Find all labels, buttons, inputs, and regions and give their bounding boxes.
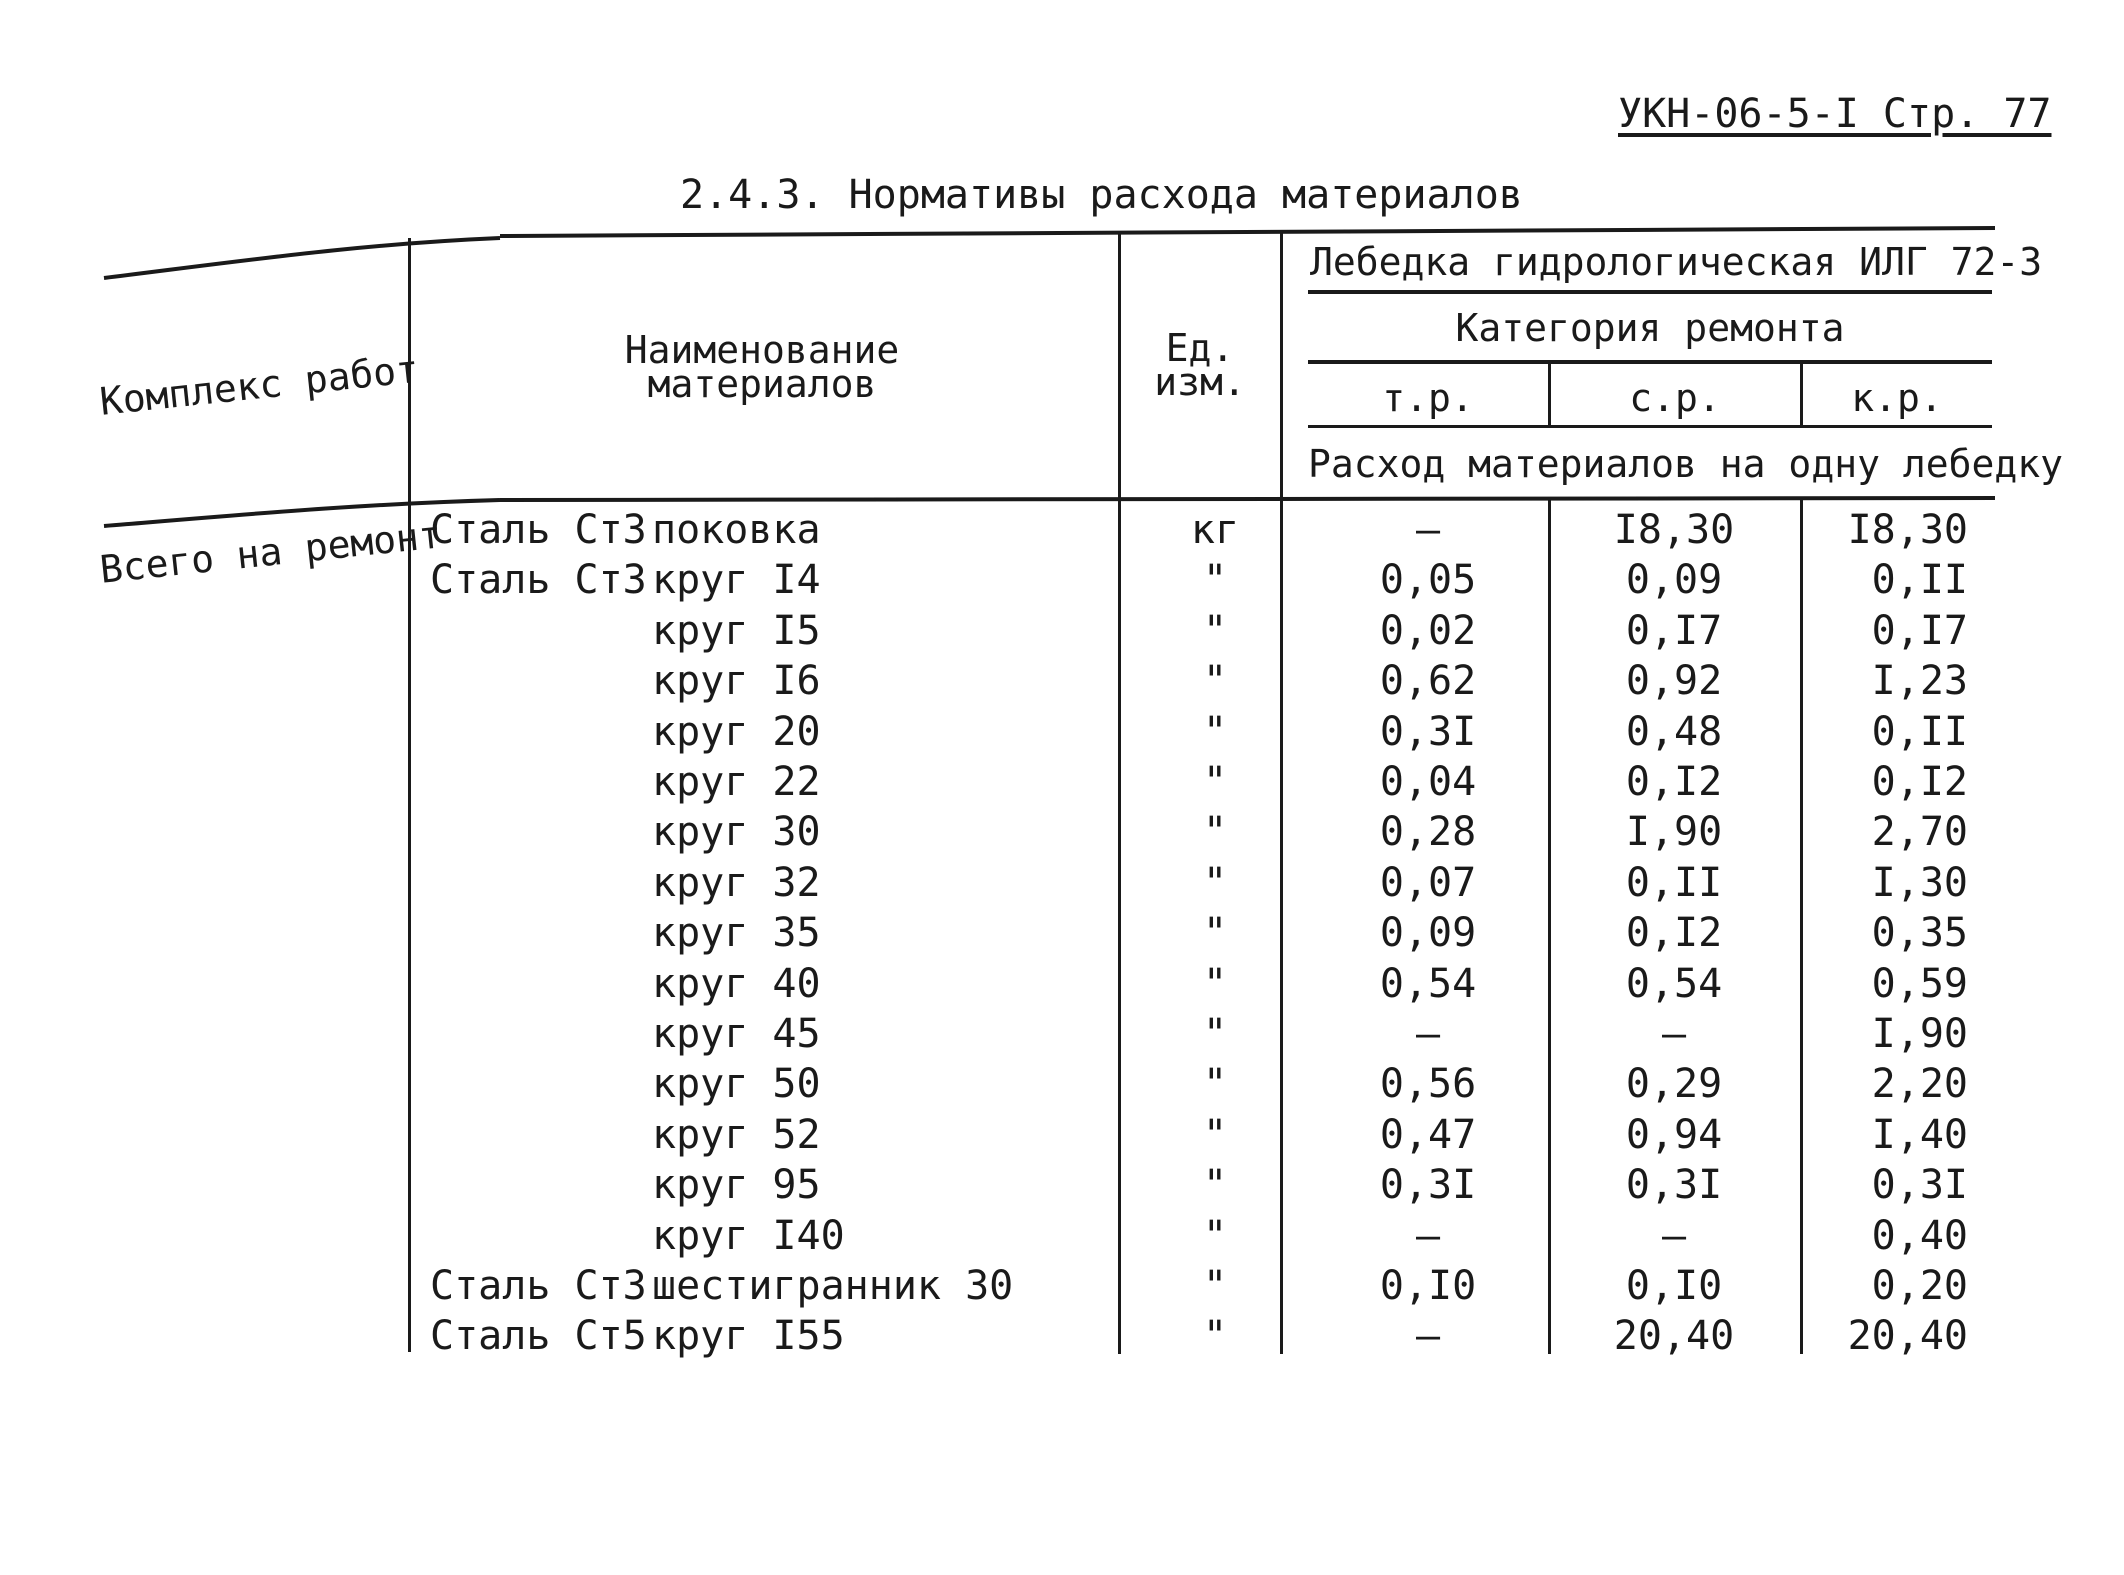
- cell-sr: 0,29: [1625, 1061, 1723, 1108]
- cell-grade: Сталь Ст5: [430, 1313, 647, 1360]
- cell-sr: 0,94: [1625, 1111, 1723, 1158]
- line-under-category: [1308, 360, 1992, 364]
- header-repair-category: Категория ремонта: [1455, 306, 1845, 350]
- cell-sr: 0,54: [1625, 960, 1723, 1007]
- cell-tr: –: [1415, 1212, 1441, 1259]
- cell-tr: 0,54: [1379, 960, 1477, 1007]
- header-unit-line1: Ед.: [1165, 326, 1235, 370]
- line-under-cat-labels: [1308, 425, 1992, 428]
- header-consumption: Расход материалов на одну лебедку: [1308, 442, 2063, 486]
- cell-unit: ": [1202, 1313, 1228, 1360]
- cell-tr: 0,3I: [1379, 708, 1477, 755]
- vline-unit: [1280, 230, 1283, 1354]
- cell-unit: ": [1202, 557, 1228, 604]
- cell-tr: –: [1415, 507, 1441, 553]
- cell-tr: –: [1415, 1011, 1441, 1057]
- cell-profile: круг 30: [652, 809, 821, 856]
- cell-sr: 0,II: [1625, 859, 1723, 906]
- header-name-line1: Наименование: [624, 328, 900, 372]
- cell-unit: ": [1202, 960, 1228, 1007]
- cell-tr: 0,28: [1379, 809, 1477, 856]
- cell-grade: Сталь Ст3: [430, 1263, 647, 1309]
- cell-kr: 0,40: [1871, 1212, 1968, 1259]
- cell-unit: ": [1202, 1212, 1228, 1259]
- cell-tr: 0,56: [1379, 1061, 1477, 1108]
- cell-sr: 0,I7: [1625, 607, 1723, 654]
- cell-sr: –: [1661, 1212, 1687, 1259]
- header-equipment: Лебедка гидрологическая ИЛГ 72-3: [1310, 240, 2043, 284]
- cell-sr: 0,I2: [1625, 910, 1723, 957]
- cell-unit: ": [1202, 910, 1228, 957]
- vline-name: [1118, 232, 1121, 1354]
- vline-cat-tr: [1548, 500, 1551, 1354]
- cell-profile: круг 22: [652, 759, 821, 805]
- cell-profile: круг I6: [652, 658, 821, 705]
- cell-tr: 0,47: [1379, 1111, 1477, 1158]
- cell-tr: –: [1415, 1313, 1441, 1360]
- header-unit-line2: изм.: [1154, 360, 1246, 404]
- cell-unit: ": [1202, 658, 1228, 705]
- cell-kr: 0,35: [1871, 910, 1968, 957]
- cell-kr: 0,II: [1871, 708, 1968, 755]
- cell-kr: 0,II: [1871, 557, 1968, 604]
- cell-sr: I8,30: [1613, 507, 1735, 553]
- section-title: 2.4.3. Нормативы расхода материалов: [680, 172, 1523, 218]
- cell-kr: I,90: [1871, 1011, 1968, 1057]
- cell-kr: 0,59: [1871, 960, 1968, 1007]
- cell-kr: 0,3I: [1871, 1162, 1968, 1209]
- document-reference: УКН-06-5-I Стр. 77: [1618, 91, 2052, 137]
- cell-profile: круг I55: [652, 1313, 845, 1360]
- cell-profile: круг 52: [652, 1111, 821, 1158]
- cell-kr: I,40: [1871, 1111, 1968, 1158]
- cell-kr: 0,I2: [1871, 759, 1968, 805]
- cell-unit: ": [1202, 1061, 1228, 1108]
- cell-profile: круг 20: [652, 708, 821, 755]
- line-under-equipment: [1308, 290, 1992, 294]
- cell-profile: круг I4: [652, 557, 821, 604]
- cell-kr: I,30: [1871, 859, 1968, 906]
- cell-tr: 0,3I: [1379, 1162, 1477, 1209]
- cell-tr: 0,02: [1379, 607, 1477, 654]
- cell-tr: 0,62: [1379, 658, 1477, 705]
- cell-kr: I8,30: [1847, 507, 1968, 553]
- cell-profile: поковка: [652, 507, 821, 553]
- cell-sr: 0,09: [1625, 557, 1723, 604]
- cell-tr: 0,09: [1379, 910, 1477, 957]
- cell-grade: Сталь Ст3: [430, 507, 647, 553]
- cell-tr: 0,I0: [1379, 1263, 1477, 1309]
- cell-sr: –: [1661, 1011, 1687, 1057]
- cell-profile: круг 50: [652, 1061, 821, 1108]
- cell-profile: круг 35: [652, 910, 821, 957]
- cell-profile: круг 95: [652, 1162, 821, 1209]
- cell-unit: кг: [1190, 507, 1240, 553]
- cell-profile: шестигранник 30: [652, 1263, 1014, 1309]
- cell-unit: ": [1202, 759, 1228, 805]
- header-cat-tr: т.р.: [1382, 376, 1474, 420]
- cell-profile: круг I40: [652, 1212, 845, 1259]
- cell-profile: круг 45: [652, 1011, 821, 1057]
- cell-unit: ": [1202, 1263, 1228, 1309]
- cell-unit: ": [1202, 1011, 1228, 1057]
- cell-kr: 20,40: [1847, 1313, 1968, 1360]
- cell-tr: 0,05: [1379, 557, 1477, 604]
- cell-sr: 0,I2: [1625, 759, 1723, 805]
- cell-sr: 0,48: [1625, 708, 1723, 755]
- cell-sr: 0,I0: [1625, 1263, 1723, 1309]
- cell-kr: 0,20: [1871, 1263, 1968, 1309]
- cell-sr: 0,92: [1625, 658, 1723, 705]
- cell-tr: 0,07: [1379, 859, 1477, 906]
- cell-unit: ": [1202, 809, 1228, 856]
- cell-unit: ": [1202, 1111, 1228, 1158]
- cell-unit: ": [1202, 1162, 1228, 1209]
- header-cat-sr: с.р.: [1629, 376, 1721, 420]
- cell-profile: круг I5: [652, 607, 821, 654]
- cell-sr: I,90: [1625, 809, 1723, 856]
- header-cat-kr: к.р.: [1851, 376, 1943, 420]
- vline-cat-tr-header: [1548, 362, 1551, 426]
- cell-unit: ": [1202, 708, 1228, 755]
- cell-profile: круг 32: [652, 859, 821, 906]
- cell-kr: 2,70: [1871, 809, 1968, 856]
- cell-kr: I,23: [1871, 658, 1968, 705]
- cell-sr: 20,40: [1613, 1313, 1735, 1360]
- cell-profile: круг 40: [652, 960, 821, 1007]
- cell-sr: 0,3I: [1625, 1162, 1723, 1209]
- cell-unit: ": [1202, 859, 1228, 906]
- complex-value: Всего на ремонт: [97, 512, 444, 592]
- cell-kr: 0,I7: [1871, 607, 1968, 654]
- cell-tr: 0,04: [1379, 759, 1477, 805]
- vline-cat-sr-header: [1800, 362, 1803, 426]
- cell-grade: Сталь Ст3: [430, 557, 647, 604]
- cell-kr: 2,20: [1871, 1061, 1968, 1108]
- vline-complex: [408, 238, 411, 1352]
- header-name-line2: материалов: [647, 362, 877, 406]
- header-complex: Комплекс работ: [97, 346, 421, 424]
- cell-unit: ": [1202, 607, 1228, 654]
